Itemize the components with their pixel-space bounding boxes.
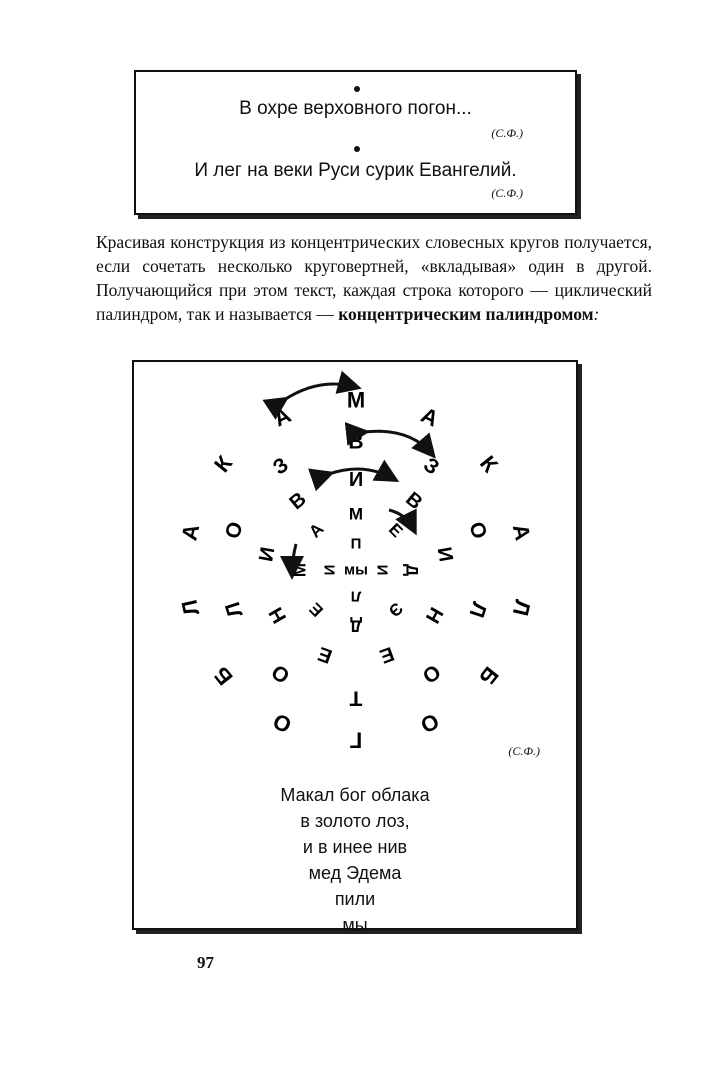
ring-3-letter: Е: [315, 641, 336, 668]
ring-2-letter: О: [267, 659, 295, 688]
poem-line-5: пили: [334, 889, 376, 909]
ring-3-letter: И: [255, 545, 280, 564]
ring-2-letter: Л: [221, 599, 248, 621]
ring-3-letter: В: [401, 488, 427, 515]
ring-4-letter: А: [305, 519, 328, 542]
ring-2-letter: О: [464, 519, 492, 542]
paragraph-end: :: [593, 304, 600, 324]
concentric-palindrome-diagram: [134, 362, 576, 752]
poem-line-1: Макал бог облака: [280, 785, 430, 805]
ring-1-letter: Л: [176, 597, 205, 619]
ring-4-letter: Е: [384, 519, 407, 542]
ring-3-letter: Е: [376, 641, 397, 668]
ring-5-letter: И: [373, 564, 391, 576]
ring-1-letter: Г: [349, 727, 363, 752]
epigraph-line-1: В охре верховного погон...: [239, 98, 472, 119]
ring-1-letter: О: [269, 708, 296, 739]
epigraph-box: [134, 70, 577, 215]
ring-1-letter: А: [176, 521, 205, 543]
ring-1-letter: А: [269, 402, 295, 432]
ring-1-letter: Б: [208, 662, 238, 690]
epigraph-signature-2: (С.Ф.): [491, 186, 523, 200]
body-paragraph: [96, 230, 652, 326]
bullet-1: [354, 86, 360, 92]
ring-2-letter: О: [220, 519, 248, 542]
ring-3-letter: И: [432, 545, 457, 564]
ring-2-letter: З: [268, 453, 293, 480]
ring-2-letter: Л: [464, 599, 491, 621]
ring-1-letter: К: [209, 450, 238, 478]
poem-line-6: мы: [342, 915, 368, 935]
center-word: мы: [344, 561, 368, 579]
ring-4-letter: Д: [402, 563, 422, 577]
page-number: 97: [197, 953, 214, 972]
ring-3-letter: И: [348, 469, 364, 491]
ring-5-letter: Л: [350, 587, 362, 605]
ring-2-letter: О: [417, 659, 445, 688]
ring-1-letter: Л: [507, 597, 536, 619]
ring-3-letter: Н: [264, 603, 292, 627]
ring-4-letter: М: [348, 504, 364, 524]
arrow-ring-1: [284, 384, 356, 400]
paragraph-text: Красивая конструкция из концентрических словесных кругов получается, если сочетать несколько круговертней, «вкладывая» один в другой. Получающийся при этом текст, каждая строка которого — циклический палиндром, так и называется —: [96, 232, 652, 324]
poem-line-4: мед Эдема: [308, 863, 402, 883]
ring-5-letter: И: [321, 564, 339, 576]
ring-4-letter: Е: [305, 598, 328, 621]
paragraph-bold-term: концентрическим палиндромом: [338, 304, 594, 324]
ring-1-letter: А: [507, 521, 536, 543]
epigraph-signature-1: (С.Ф.): [491, 126, 523, 140]
ring-4-letter: Э: [384, 598, 407, 621]
poem-line-3: и в инее нив: [302, 837, 408, 857]
ring-3-letter: В: [285, 488, 311, 515]
ring-1-letter: М: [346, 387, 366, 413]
epigraph-line-2: И лег на веки Руси сурик Евангелий.: [194, 160, 517, 181]
ring-2-letter: З: [419, 453, 444, 480]
ring-4-letter: М: [290, 562, 310, 578]
ring-1-letter: К: [474, 450, 503, 478]
ring-4-letter: Д: [349, 616, 363, 636]
bullet-2: [354, 146, 360, 152]
ring-3-letter: Н: [420, 603, 448, 627]
palindrome-figure-box: [132, 360, 578, 935]
arrow-ring-2: [364, 431, 432, 454]
poem-line-2: в золото лоз,: [300, 811, 410, 831]
ring-2-letter: Т: [349, 686, 363, 710]
palindrome-poem: [134, 782, 576, 938]
ring-1-letter: А: [417, 402, 443, 432]
ring-1-letter: Б: [474, 662, 504, 690]
ring-1-letter: О: [416, 708, 443, 739]
ring-2-letter: В: [348, 430, 364, 454]
figure-signature: (С.Ф.): [508, 744, 540, 758]
ring-5-letter: П: [350, 535, 362, 553]
